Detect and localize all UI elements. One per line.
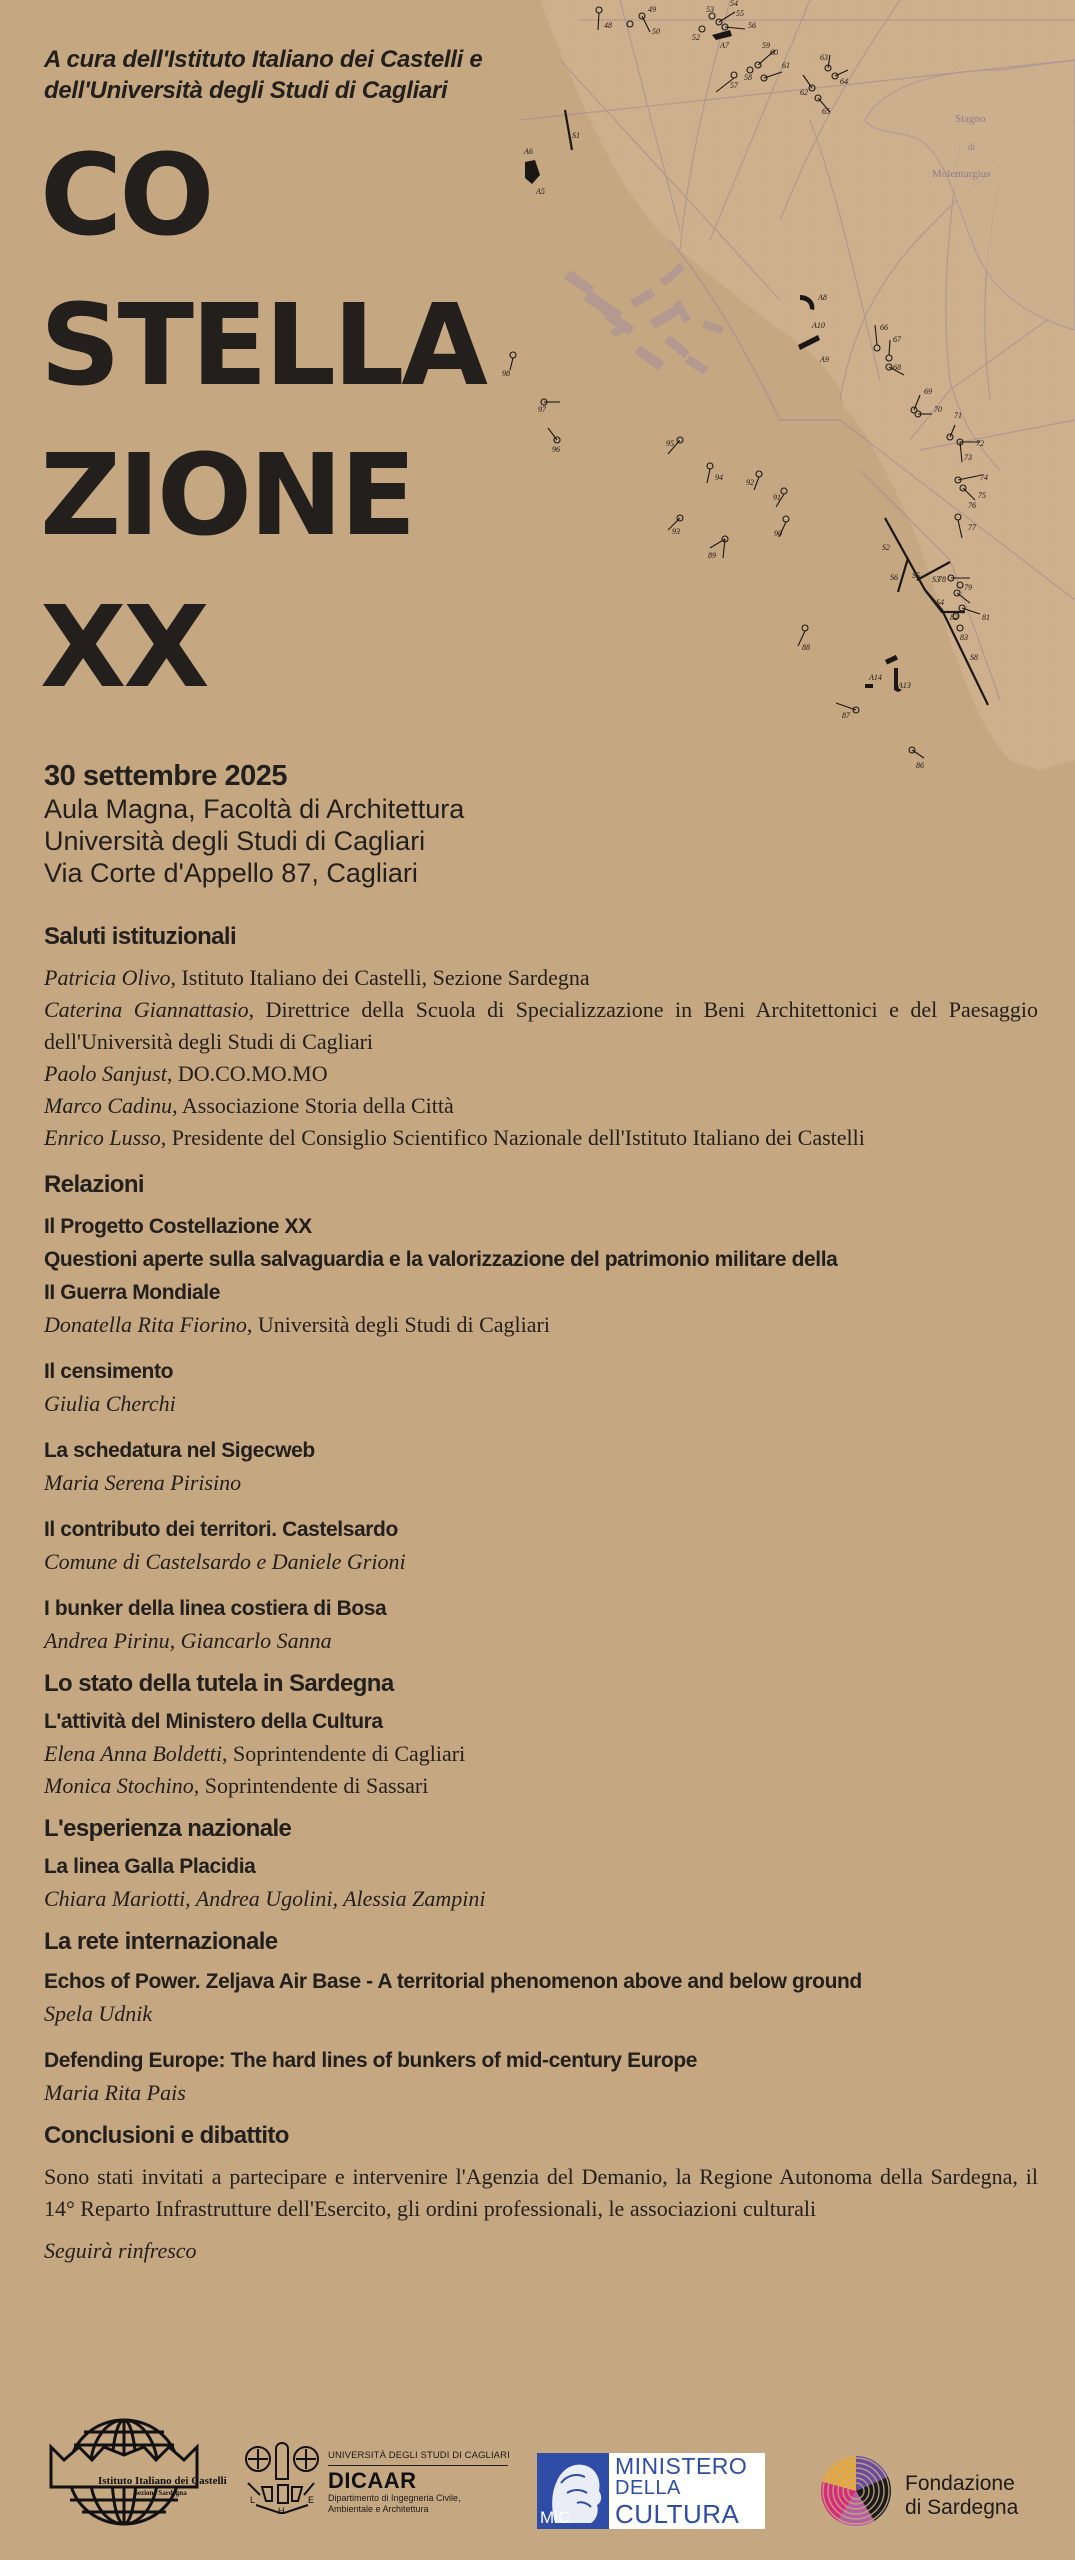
greetings-entry xyxy=(44,1058,1038,1090)
marker-label: A6 xyxy=(524,147,533,156)
venue-line-3: Via Corte d'Appello 87, Cagliari xyxy=(44,858,418,888)
marker-label: S4 xyxy=(936,598,944,607)
marker-label: 52 xyxy=(692,33,700,42)
marker-label: 90 xyxy=(774,529,782,538)
speaker-role: , Presidente del Consiglio Scientifico Nazionale dell'Istituto Italiano dei Castelli xyxy=(160,1125,865,1150)
university-crest-icon xyxy=(242,2435,322,2515)
marker-label: 48 xyxy=(604,21,612,30)
conclusion-heading: Conclusioni e dibattito xyxy=(44,2122,289,2149)
marker-label: 81 xyxy=(982,613,990,622)
talk-title-line: I bunker della linea costiera di Bosa xyxy=(44,1597,387,1620)
international-section xyxy=(44,1927,1038,2109)
marker-label: 75 xyxy=(978,491,986,500)
marker-label: 53 xyxy=(706,5,714,14)
marker-label: 68 xyxy=(893,363,901,372)
speaker-role: , Soprintendente di Cagliari xyxy=(222,1741,466,1766)
marker-label: S8 xyxy=(970,653,978,662)
marker-label: A10 xyxy=(812,321,825,330)
marker-label: 93 xyxy=(672,527,680,536)
dicaar-name: DICAAR xyxy=(328,2468,417,2493)
talk-item xyxy=(44,1210,1038,1341)
program xyxy=(44,922,1038,2267)
international-heading: La rete internazionale xyxy=(44,1928,278,1955)
marker-label: 59 xyxy=(762,41,770,50)
marker-label: A5 xyxy=(536,187,545,196)
dicaar-department-line-2: Ambientale e Architettura xyxy=(328,2504,429,2514)
talk-title-line: L'attività del Ministero della Cultura xyxy=(44,1710,383,1733)
globe-crown-icon xyxy=(44,2415,204,2530)
mic-line-3: CULTURA xyxy=(615,2499,740,2529)
conclusion-section xyxy=(44,2121,1038,2267)
talk-item xyxy=(44,1513,1038,1578)
national-heading: L'esperienza nazionale xyxy=(44,1815,292,1842)
logo-istituto-italiano-castelli xyxy=(44,2415,227,2530)
marker-label: 89 xyxy=(708,551,716,560)
marker-label: 49 xyxy=(648,5,656,14)
event-venue xyxy=(44,793,464,889)
speaker-name: Monica Stochino xyxy=(44,1773,194,1798)
speaker-role: , Associazione Storia della Città xyxy=(172,1093,454,1118)
talks-heading: Relazioni xyxy=(44,1171,144,1198)
curated-by xyxy=(44,44,482,106)
fondazione-line-1: Fondazione xyxy=(905,2472,1015,2495)
talk-speaker: Andrea Pirinu, Giancarlo Sanna xyxy=(44,1628,332,1653)
marker-label: 92 xyxy=(746,478,754,487)
fondazione-name xyxy=(905,2472,1018,2520)
protection-heading: Lo stato della tutela in Sardegna xyxy=(44,1670,394,1697)
speaker-role: , Soprintendente di Sassari xyxy=(193,1773,429,1798)
talk-speaker: Spela Udnik xyxy=(44,2001,153,2026)
historic-map-illustration xyxy=(480,0,1075,780)
curated-by-line-1: A cura dell'Istituto Italiano dei Castelli e xyxy=(44,46,483,73)
talk-speaker: Maria Rita Pais xyxy=(44,2080,186,2105)
marker-label: 97 xyxy=(538,405,546,414)
greetings-entry xyxy=(44,962,1038,994)
speaker-role: , Istituto Italiano dei Castelli, Sezione Sardegna xyxy=(170,965,590,990)
speaker-name: Elena Anna Boldetti xyxy=(44,1741,223,1766)
iic-name: Istituto Italiano dei Castelli xyxy=(98,2475,227,2487)
marker-label: 70 xyxy=(934,405,942,414)
title-line-2: STELLA xyxy=(40,281,485,411)
marker-label: A7 xyxy=(720,41,729,50)
marker-label: 63 xyxy=(820,53,828,62)
talk-title-line: Il Progetto Costellazione XX xyxy=(44,1215,312,1238)
marker-label: 76 xyxy=(968,501,976,510)
marker-label: 83 xyxy=(960,633,968,642)
conclusion-body: Sono stati invitati a partecipare e intervenire l'Agenzia del Demanio, la Regione Autonoma della Sardegna, il 14° Reparto Infrastrutture dell'Esercito, gli ordini professionali, le associazioni culturali xyxy=(44,2164,1038,2221)
talk-title-line: Echos of Power. Zeljava Air Base - A territorial phenomenon above and below ground xyxy=(44,1970,862,1993)
marker-label: 95 xyxy=(666,439,674,448)
marker-label: 71 xyxy=(954,411,962,420)
greetings-entry xyxy=(44,994,1038,1058)
mic-line-2: DELLA xyxy=(615,2477,681,2499)
speaker-name: Caterina Giannattasio xyxy=(44,997,249,1022)
marker-label: 86 xyxy=(916,761,924,770)
logo-ministero-cultura xyxy=(537,2453,765,2529)
marker-label: 78 xyxy=(938,575,946,584)
talk-speaker: Donatella Rita Fiorino xyxy=(44,1312,247,1337)
event-date: 30 settembre 2025 xyxy=(44,760,287,792)
conclusion-note: Seguirà rinfresco xyxy=(44,2238,197,2263)
partner-logos xyxy=(0,2415,1075,2529)
greetings-heading: Saluti istituzionali xyxy=(44,923,237,950)
marker-label: 58 xyxy=(744,73,752,82)
talk-speaker: Comune di Castelsardo e Daniele Grioni xyxy=(44,1549,406,1574)
talk-item xyxy=(44,1592,1038,1657)
talk-title-line: La schedatura nel Sigecweb xyxy=(44,1439,315,1462)
marker-label: A9 xyxy=(820,355,829,364)
talk-title-line: La linea Galla Placidia xyxy=(44,1855,256,1878)
talk-title-line: Il censimento xyxy=(44,1360,174,1383)
speaker-name: Paolo Sanjust xyxy=(44,1061,167,1086)
marker-label: 96 xyxy=(552,445,560,454)
speaker-name: Patricia Olivo xyxy=(44,965,171,990)
marker-label: 67 xyxy=(893,335,901,344)
greetings-section xyxy=(44,922,1038,1154)
greetings-entry xyxy=(44,1122,1038,1154)
marker-label: 94 xyxy=(715,473,723,482)
talk-speaker: Chiara Mariotti, Andrea Ugolini, Alessia Zampini xyxy=(44,1886,486,1911)
crest-letter: E xyxy=(308,2495,315,2505)
marker-label: A13 xyxy=(898,681,911,690)
talks-section xyxy=(44,1170,1038,1657)
map-label-di: di xyxy=(968,142,976,152)
logo-unica-crest xyxy=(242,2435,322,2515)
marker-label: S2 xyxy=(882,543,890,552)
marker-label: 88 xyxy=(802,643,810,652)
marker-label: 98 xyxy=(502,369,510,378)
logo-fondazione-sardegna xyxy=(820,2455,892,2527)
marker-label: 56 xyxy=(748,21,756,30)
marker-label: 66 xyxy=(880,323,888,332)
speaker-name: Marco Cadinu xyxy=(44,1093,173,1118)
greetings-entry xyxy=(44,1090,1038,1122)
curated-by-line-2: dell'Università degli Studi di Cagliari xyxy=(44,77,448,104)
marker-label: 62 xyxy=(800,88,808,97)
marker-label: S3 xyxy=(932,575,940,584)
mic-abbreviation: MiC xyxy=(540,2508,571,2527)
venue-line-1: Aula Magna, Facoltà di Architettura xyxy=(44,794,465,824)
marker-label: S6 xyxy=(890,573,898,582)
crest-letter: H xyxy=(278,2506,285,2515)
mic-bust-panel xyxy=(537,2453,609,2529)
title-line-3: ZIONE xyxy=(40,431,414,561)
marker-label: 55 xyxy=(736,9,744,18)
marker-label: 74 xyxy=(980,473,988,482)
speaker-name: Enrico Lusso xyxy=(44,1125,161,1150)
talk-item xyxy=(44,1965,1038,2030)
map-label-molentargius: Molentargius xyxy=(932,168,991,180)
dicaar-department-line-1: Dipartimento di Ingegneria Civile, xyxy=(328,2493,461,2503)
marker-label: 57 xyxy=(730,81,738,90)
iic-section: Sezione Sardegna xyxy=(134,2489,187,2497)
marker-label: S5 xyxy=(912,571,920,580)
map-label-stagno: Stagno xyxy=(955,113,986,125)
dicaar-university: UNIVERSITÀ DEGLI STUDI DI CAGLIARI xyxy=(328,2450,510,2461)
marker-label: 91 xyxy=(773,493,781,502)
marker-label: 87 xyxy=(842,711,850,720)
venue-line-2: Università degli Studi di Cagliari xyxy=(44,826,426,856)
protection-section xyxy=(44,1669,1038,1802)
marker-label: 50 xyxy=(652,27,660,36)
marker-label: 72 xyxy=(976,439,984,448)
speaker-role: , Direttrice della Scuola di Specializzazione in Beni Architettonici e del Paesaggio dell'Università degli Studi di Cagliari xyxy=(44,997,1039,1054)
talk-title-line: Defending Europe: The hard lines of bunkers of mid-century Europe xyxy=(44,2049,698,2072)
fondazione-line-2: di Sardegna xyxy=(905,2496,1019,2519)
speaker-role: , DO.CO.MO.MO xyxy=(166,1061,328,1086)
talk-affiliation: , Università degli Studi di Cagliari xyxy=(246,1312,550,1337)
marker-label: 61 xyxy=(782,61,790,70)
mic-line-1: MINISTERO xyxy=(615,2453,748,2479)
crest-letter: L xyxy=(250,2495,256,2505)
title-line-1: CO xyxy=(40,131,212,261)
talk-title-line: Il contributo dei territori. Castelsardo xyxy=(44,1518,398,1541)
marker-label: 54 xyxy=(730,0,738,8)
national-section xyxy=(44,1814,1038,1915)
marker-label: S1 xyxy=(572,131,580,140)
talk-title-line: II Guerra Mondiale xyxy=(44,1281,221,1304)
marker-label: 77 xyxy=(968,523,976,532)
talk-speaker: Maria Serena Pirisino xyxy=(44,1470,242,1495)
talk-item xyxy=(44,1434,1038,1499)
title-line-4: XX xyxy=(40,583,207,713)
talk-item xyxy=(44,2044,1038,2109)
marker-label: 79 xyxy=(964,583,972,592)
marker-label: A14 xyxy=(869,673,882,682)
dicaar-divider xyxy=(328,2465,508,2466)
marker-label: 69 xyxy=(924,387,932,396)
marker-label: 64 xyxy=(840,77,848,86)
dicaar-department xyxy=(328,2493,461,2515)
talk-item xyxy=(44,1355,1038,1420)
marker-label: 60 xyxy=(770,48,778,57)
marker-label: A8 xyxy=(818,293,827,302)
talk-speaker: Giulia Cherchi xyxy=(44,1391,176,1416)
talk-title-line: Questioni aperte sulla salvaguardia e la valorizzazione del patrimonio militare della xyxy=(44,1248,838,1271)
marker-label: 82 xyxy=(950,613,958,622)
fondazione-pinwheel-icon xyxy=(820,2455,892,2527)
marker-label: 65 xyxy=(822,107,830,116)
marker-label: 73 xyxy=(964,453,972,462)
